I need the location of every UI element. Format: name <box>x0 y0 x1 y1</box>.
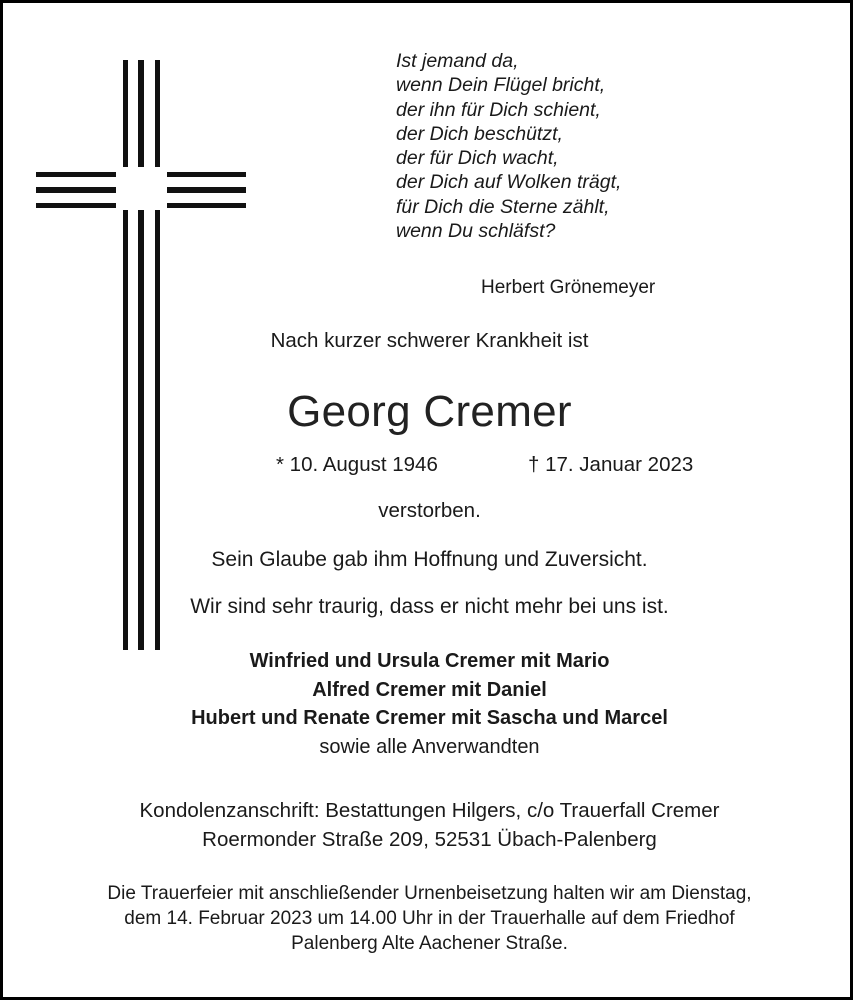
condolence-line: Roermonder Straße 209, 52531 Übach-Palenberg <box>202 828 657 851</box>
condolence-address <box>3 796 853 854</box>
family-list <box>3 647 853 761</box>
service-line: Die Trauerfeier mit anschließender Urnenbeisetzung halten wir am Dienstag, <box>107 883 752 904</box>
poem-line: wenn Du schläfst? <box>396 220 556 243</box>
family-member: Alfred Cremer mit Daniel <box>312 678 547 701</box>
service-line: dem 14. Februar 2023 um 14.00 Uhr in der Trauerhalle auf dem Friedhof <box>124 908 735 929</box>
poem-line: der Dich beschützt, <box>396 122 563 145</box>
deceased-text: verstorben. <box>378 499 481 522</box>
poem-line: wenn Dein Flügel bricht, <box>396 74 606 97</box>
funeral-service-info <box>3 881 853 956</box>
sorrow-text: Wir sind sehr traurig, dass er nicht mehr bei uns ist. <box>190 595 669 618</box>
faith-text: Sein Glaube gab ihm Hoffnung und Zuversicht. <box>211 548 648 571</box>
family-member: Winfried und Ursula Cremer mit Mario <box>249 650 610 672</box>
poem-line: für Dich die Sterne zählt, <box>396 195 610 218</box>
death-date: † 17. Januar 2023 <box>528 453 694 476</box>
poem-line: der für Dich wacht, <box>396 147 559 170</box>
service-line: Palenberg Alte Aachener Straße. <box>291 933 568 954</box>
poem-line: der ihn für Dich schient, <box>396 98 601 121</box>
condolence-line: Kondolenzanschrift: Bestattungen Hilgers, c/o Trauerfall Cremer <box>139 799 720 822</box>
family-member: Hubert und Renate Cremer mit Sascha und Marcel <box>191 707 668 729</box>
intro-text: Nach kurzer schwerer Krankheit ist <box>270 329 589 352</box>
poem-author: Herbert Grönemeyer <box>481 277 656 298</box>
deceased-name: Georg Cremer <box>287 387 572 436</box>
poem <box>396 49 621 243</box>
birth-date: * 10. August 1946 <box>276 453 438 476</box>
poem-line: der Dich auf Wolken trägt, <box>396 171 622 194</box>
poem-line: Ist jemand da, <box>396 50 519 72</box>
relatives-text: sowie alle Anverwandten <box>319 735 540 758</box>
